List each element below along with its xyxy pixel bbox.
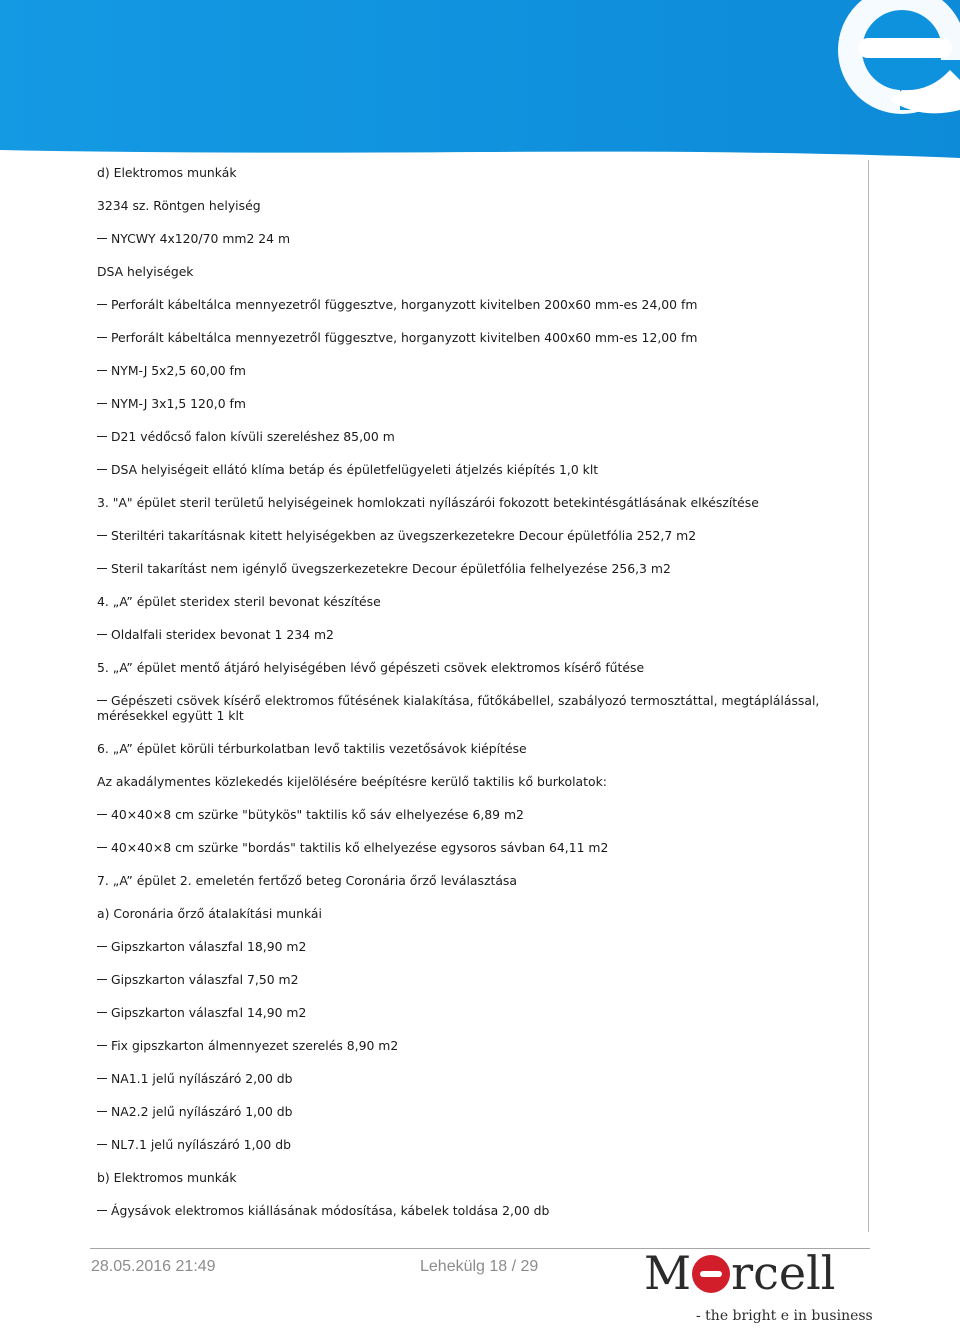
dash-bullet-icon — [97, 403, 107, 404]
line-text: Gipszkarton válaszfal 14,90 m2 — [111, 1005, 307, 1020]
list-item — [97, 1203, 867, 1218]
line-text: NYCWY 4x120/70 mm2 24 m — [111, 231, 291, 246]
line-text: Perforált kábeltálca mennyezetről függesztve, horganyzott kivitelben 400x60 mm-es 12,00 fm — [111, 330, 698, 345]
list-item — [97, 1071, 867, 1086]
list-item — [97, 330, 867, 345]
section-heading — [97, 774, 867, 789]
logo-e-icon — [692, 1255, 730, 1293]
header-background — [0, 0, 960, 162]
dash-bullet-icon — [97, 469, 107, 470]
line-text: NA1.1 jelű nyílászáró 2,00 db — [111, 1071, 293, 1086]
dash-bullet-icon — [97, 1144, 107, 1145]
dash-bullet-icon — [97, 1078, 107, 1079]
section-heading — [97, 495, 867, 510]
dash-bullet-icon — [97, 436, 107, 437]
line-text: d) Elektromos munkák — [97, 165, 237, 180]
line-text: Ágysávok elektromos kiállásának módosítása, kábelek toldása 2,00 db — [111, 1203, 550, 1218]
list-item — [97, 807, 867, 822]
logo-wordmark — [644, 1246, 836, 1300]
list-item — [97, 462, 867, 477]
dash-bullet-icon — [97, 1012, 107, 1013]
line-text: 4. „A” épület steridex steril bevonat készítése — [97, 594, 381, 609]
dash-bullet-icon — [97, 1210, 107, 1211]
line-text: Az akadálymentes közlekedés kijelölésére beépítésre kerülő taktilis kő burkolatok: — [97, 774, 607, 789]
line-text: a) Coronária őrző átalakítási munkái — [97, 906, 322, 921]
line-text: Perforált kábeltálca mennyezetről függesztve, horganyzott kivitelben 200x60 mm-es 24,00 fm — [111, 297, 698, 312]
dash-bullet-icon — [97, 1111, 107, 1112]
list-item — [97, 396, 867, 411]
list-item — [97, 1104, 867, 1119]
header-banner — [0, 0, 960, 162]
list-item — [97, 1038, 867, 1053]
section-heading — [97, 1170, 867, 1185]
list-item — [97, 429, 867, 444]
line-text: Gipszkarton válaszfal 7,50 m2 — [111, 972, 299, 987]
line-text: 5. „A” épület mentő átjáró helyiségében lévő gépészeti csövek elektromos kísérő fűtése — [97, 660, 645, 675]
dash-bullet-icon — [97, 700, 107, 701]
section-heading — [97, 873, 867, 888]
dash-bullet-icon — [97, 979, 107, 980]
section-heading — [97, 660, 867, 675]
section-heading — [97, 264, 867, 279]
line-text: NA2.2 jelű nyílászáró 1,00 db — [111, 1104, 293, 1119]
line-text: D21 védőcső falon kívüli szereléshez 85,00 m — [111, 429, 395, 444]
dash-bullet-icon — [97, 238, 107, 239]
marcell-logo — [644, 1246, 873, 1328]
section-heading — [97, 906, 867, 921]
line-text: 40×40×8 cm szürke "bordás" taktilis kő elhelyezése egysoros sávban 64,11 m2 — [111, 840, 609, 855]
footer-date: 28.05.2016 21:49 — [91, 1258, 216, 1275]
dash-bullet-icon — [97, 946, 107, 947]
line-text: 3. "A" épület steril területű helyiségeinek homlokzati nyílászárói fokozott betekintésgátlásának elkészítése — [97, 495, 759, 510]
line-text: NL7.1 jelű nyílászáró 1,00 db — [111, 1137, 291, 1152]
list-item — [97, 840, 867, 855]
dash-bullet-icon — [97, 535, 107, 536]
section-heading — [97, 198, 867, 213]
dash-bullet-icon — [97, 814, 107, 815]
line-text: b) Elektromos munkák — [97, 1170, 237, 1185]
list-item — [97, 1005, 867, 1020]
line-text: Gipszkarton válaszfal 18,90 m2 — [111, 939, 307, 954]
dash-bullet-icon — [97, 847, 107, 848]
footer-page-number: Lehekülg 18 / 29 — [420, 1258, 539, 1275]
dash-bullet-icon — [97, 1045, 107, 1046]
line-text: 40×40×8 cm szürke "bütykös" taktilis kő sáv elhelyezése 6,89 m2 — [111, 807, 524, 822]
line-text: Steriltéri takarításnak kitett helyiségekben az üvegszerkezetekre Decour épületfólia 252,7 m2 — [111, 528, 697, 543]
dash-bullet-icon — [97, 370, 107, 371]
list-item — [97, 627, 867, 642]
list-item — [97, 528, 867, 543]
line-text: 3234 sz. Röntgen helyiség — [97, 198, 261, 213]
line-text: 7. „A” épület 2. emeletén fertőző beteg Coronária őrző leválasztása — [97, 873, 517, 888]
list-item — [97, 939, 867, 954]
logo-word-start: M — [644, 1246, 692, 1300]
line-text: DSA helyiségek — [97, 264, 194, 279]
line-text: Steril takarítást nem igénylő üvegszerkezetekre Decour épületfólia felhelyezése 256,3 m2 — [111, 561, 671, 576]
list-item — [97, 297, 867, 312]
list-item — [97, 363, 867, 378]
list-item — [97, 972, 867, 987]
logo-tagline: - the bright e in business — [696, 1308, 873, 1324]
logo-word-end: rcell — [731, 1246, 836, 1300]
list-item — [97, 561, 867, 576]
dash-bullet-icon — [97, 337, 107, 338]
dash-bullet-icon — [97, 304, 107, 305]
list-item — [97, 693, 867, 723]
section-heading — [97, 741, 867, 756]
list-item — [97, 231, 867, 246]
dash-bullet-icon — [97, 634, 107, 635]
line-text: Gépészeti csövek kísérő elektromos fűtésének kialakítása, fűtőkábellel, szabályozó termosztáttal, megtáplálással, mérésekkel együtt 1 klt — [97, 693, 820, 723]
list-item — [97, 1137, 867, 1152]
line-text: NYM-J 3x1,5 120,0 fm — [111, 396, 246, 411]
line-text: 6. „A” épület körüli térburkolatban levő taktilis vezetősávok kiépítése — [97, 741, 527, 756]
section-heading — [97, 594, 867, 609]
line-text: DSA helyiségeit ellátó klíma betáp és épületfelügyeleti átjelzés kiépítés 1,0 klt — [111, 462, 599, 477]
line-text: NYM-J 5x2,5 60,00 fm — [111, 363, 246, 378]
dash-bullet-icon — [97, 568, 107, 569]
line-text: Oldalfali steridex bevonat 1 234 m2 — [111, 627, 334, 642]
line-text: Fix gipszkarton álmennyezet szerelés 8,90 m2 — [111, 1038, 399, 1053]
section-heading — [97, 165, 867, 180]
